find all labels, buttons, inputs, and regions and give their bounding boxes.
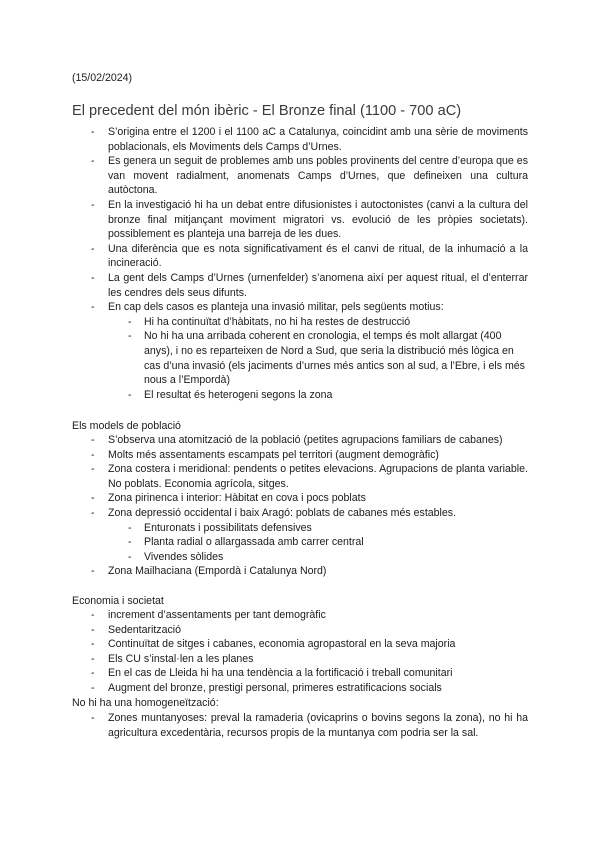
- list-item: - Molts més assentaments escampats pel territori (augment demogràfic): [91, 448, 439, 461]
- list-item: - Zona Mailhaciana (Empordà i Catalunya Nord): [91, 565, 327, 578]
- list-item: - Zona pirinenca i interior: Hàbitat en cova i pocs poblats: [91, 492, 366, 505]
- section-title-economy: Economia i societat: [72, 595, 164, 607]
- list-item: - Es genera un seguit de problemes amb uns pobles provinents del centre d’europa que es van movent radialment, anomenats Camps d’Urnes, que defineixen una cultura autòctona.: [91, 155, 528, 197]
- list-item: - Augment del bronze, prestigi personal, primeres estratificacions socials: [91, 681, 442, 694]
- bronze-final-list: [72, 125, 528, 402]
- list-subitem: - El resultat és heterogeni segons la zona: [128, 388, 333, 401]
- population-models-list: [72, 433, 528, 579]
- list-item: - Els CU s’instal·len a les planes: [91, 652, 254, 665]
- list-subitem: - Vivendes sòlides: [128, 550, 224, 563]
- page-title: El precedent del món ibèric - El Bronze final (1100 - 700 aC): [72, 103, 462, 119]
- list-item: - En la investigació hi ha un debat entre difusionistes i autoctonistes (canvi a la cultura del bronze final mitjançant moviment migratori vs. evolució de les pròpies societats). possiblement es planteja una barreja de les dues.: [91, 198, 528, 241]
- list-subitem: - No hi ha una arribada coherent en cronologia, el temps és molt allargat (400 anys), i no es reparteixen de Nord a Sud, que seria la distribució més lògica en cas d’una invasió (els jaciments d’urnes més antics son al sud, a l’Ebre, i els més nous a l’Empordà): [128, 330, 525, 387]
- list-item: - S’observa una atomització de la població (petites agrupacions familiars de cabanes): [91, 434, 503, 446]
- list-item: - En cap dels casos es planteja una invasió militar, pels següents motius: - Hi ha continuïtat d’hàbitats, no hi ha restes de destrucció - No hi ha una arribada coherent en cronologia, el temps és molt allargat (400 anys), i no es reparteixen de Nord a Sud, que seria la distribució més lògica en cas d’una invasió (els jaciments d’urnes més antics son al sud, a l’Ebre, i els més nous a l’Empordà) - El resultat és heterogeni segons la zona: [72, 300, 528, 402]
- list-item: - La gent dels Camps d’Urnes (urnenfelder) s’anomena així per aquest ritual, el d’enterrar les cendres dels seus difunts.: [91, 271, 528, 299]
- economy-list: [72, 608, 528, 696]
- zones-list: [72, 711, 528, 740]
- document-date: (15/02/2024): [72, 72, 133, 84]
- list-item: - Una diferència que es nota significativament és el canvi de ritual, de la inhumació a la incineració.: [91, 242, 528, 270]
- list-item: - Sedentarització: [91, 623, 182, 636]
- list-item: - Zones muntanyoses: preval la ramaderia (ovicaprins o bovins segons la zona), no hi ha agricultura excedentària, recursos propis de la muntanya com podria ser la sal.: [91, 712, 528, 739]
- list-item: - Zona depressió occidental i baix Aragó: poblats de cabanes més estables. - Enturonats i possibilitats defensives - Planta radial o allargassada amb carrer central - Vivendes sòlides: [72, 506, 528, 564]
- section-title-models: Els models de població: [72, 420, 181, 432]
- list-subitem: - Planta radial o allargassada amb carrer central: [128, 536, 364, 549]
- occidental-features-list: [108, 521, 528, 565]
- list-subitem: - Enturonats i possibilitats defensives: [128, 521, 312, 534]
- list-item: - En el cas de Lleida hi ha una tendència a la fortificació i treball comunitari: [91, 667, 453, 680]
- list-item: - Zona costera i meridional: pendents o petites elevacions. Agrupacions de planta variable. No poblats. Economia agrícola, sitges.: [91, 463, 528, 490]
- list-item: - S’origina entre el 1200 i el 1100 aC a Catalunya, coincidint amb una sèrie de moviments poblacionals, els Moviments dels Camps d’Urnes.: [91, 126, 528, 153]
- list-subitem: - Hi ha continuïtat d’hàbitats, no hi ha restes de destrucció: [128, 315, 411, 328]
- invasion-reasons-list: [108, 315, 528, 403]
- list-item: - Continuïtat de sitges i cabanes, economia agropastoral en la seva majoria: [91, 638, 456, 651]
- homogeneity-note: No hi ha una homogeneïtzació:: [72, 697, 219, 709]
- list-item: - increment d’assentaments per tant demogràfic: [91, 609, 326, 621]
